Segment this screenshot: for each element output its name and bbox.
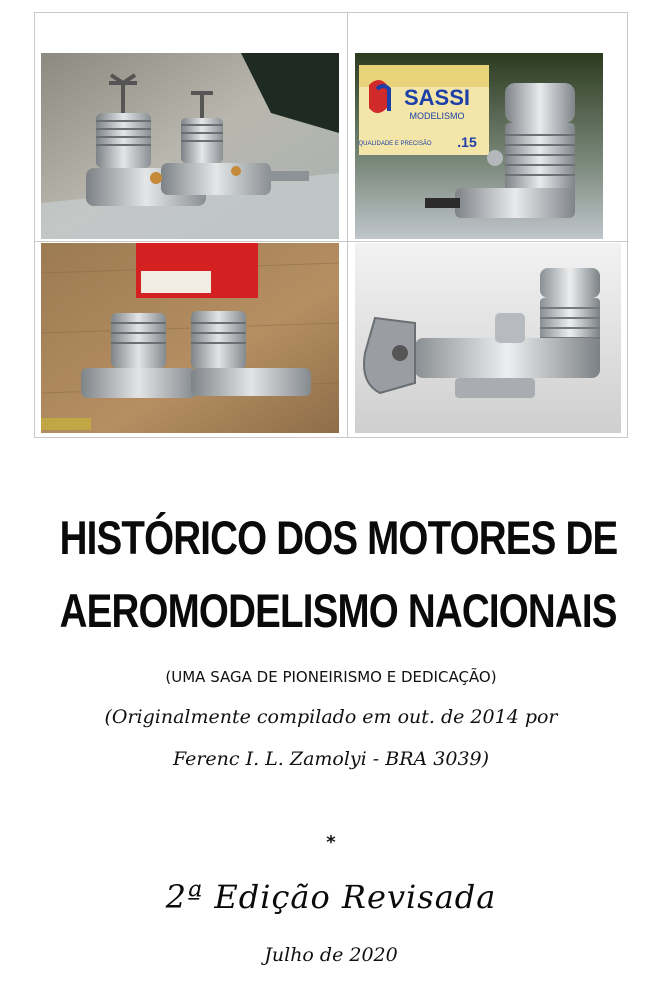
credit-line-1: (Originalmente compilado em out. de 2014 por (104, 706, 558, 728)
box-size-text: .15 (457, 134, 477, 150)
publication-date: Julho de 2020 (264, 944, 398, 966)
photo-two-vintage-engines (41, 53, 339, 239)
title-line-2: AEROMODELISMO NACIONAIS (59, 584, 617, 637)
photo-grid (34, 12, 628, 438)
separator-asterisk: * (326, 832, 336, 853)
title-line-1: HISTÓRICO DOS MOTORES DE (59, 511, 618, 564)
subtitle: (UMA SAGA DE PIONEIRISMO E DEDICAÇÃO) (165, 668, 497, 686)
box-brand-text: SASSI (403, 85, 471, 110)
photo-sassi-engine-with-mount (355, 243, 621, 433)
photo-sassi-engine-with-box (355, 53, 603, 239)
photo-engines-with-red-box (41, 243, 339, 433)
credit-line-2: Ferenc I. L. Zamolyi - BRA 3039) (172, 748, 490, 770)
box-quality-text: QUALIDADE E PRECISÃO (358, 141, 432, 147)
grid-divider-horizontal (35, 241, 627, 242)
grid-divider-vertical (347, 13, 348, 437)
edition-label: 2ª Edição Revisada (165, 878, 497, 916)
box-line-text: MODELISMO (409, 111, 465, 121)
